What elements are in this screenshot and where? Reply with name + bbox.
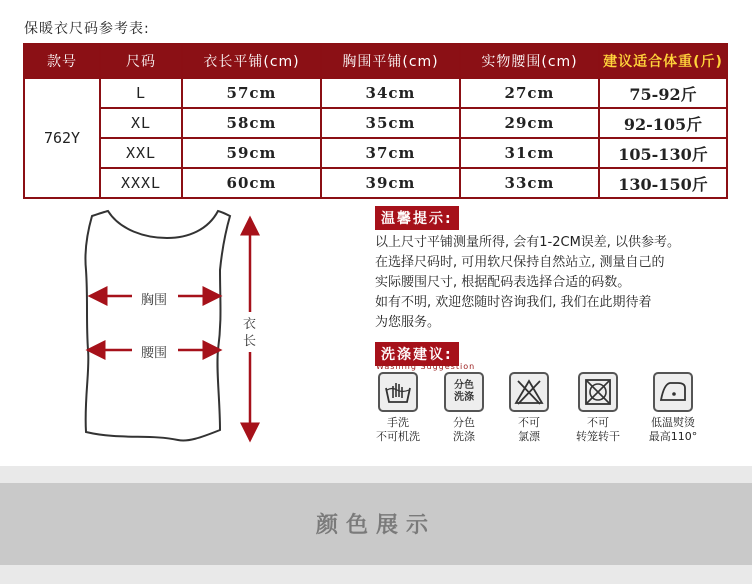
washing-title: 洗涤建议: [375, 342, 459, 366]
hand-wash-icon [378, 372, 418, 412]
waist-label: 腰围 [141, 346, 168, 361]
size-cell: XL [100, 108, 182, 138]
color-separate-icon [444, 372, 484, 412]
tip-line: 在选择尺码时, 可用软尺保持自然站立, 测量自己的 [375, 255, 665, 270]
box-text: 分色 [454, 380, 474, 391]
waist-cell: 29cm [460, 108, 599, 138]
waist-cell: 31cm [460, 138, 599, 168]
weight-cell: 130-150斤 [599, 168, 727, 198]
tip-line: 如有不明, 欢迎您随时咨询我们, 我们在此期待着 [375, 295, 652, 310]
care-label: 不可 [518, 416, 540, 429]
model-number: 762Y [24, 78, 100, 198]
length-cell: 58cm [182, 108, 321, 138]
care-item-hand-wash [363, 372, 433, 444]
page-title: 保暖衣尺码参考表: [24, 21, 150, 37]
care-label: 低温熨烫 [651, 416, 695, 429]
tips-text [375, 233, 740, 333]
table-row [24, 108, 727, 138]
no-tumble-dry-icon [578, 372, 618, 412]
care-label: 不可 [587, 416, 609, 429]
length-cell: 59cm [182, 138, 321, 168]
care-label: 不可机洗 [376, 430, 420, 443]
care-item-color-separate [429, 372, 499, 444]
header-length: 衣长平铺(cm) [182, 44, 321, 78]
vest-outline [85, 211, 230, 441]
header-weight: 建议适合体重(斤) [599, 44, 727, 78]
length-label-2: 长 [243, 334, 257, 349]
no-bleach-icon [509, 372, 549, 412]
care-label: 分色 [453, 416, 475, 429]
table-header-row [24, 44, 727, 78]
care-item-low-iron [638, 372, 708, 444]
tip-line: 实际腰围尺寸, 根据配码表选择合适的码数。 [375, 275, 631, 290]
tips-title: 温馨提示: [375, 206, 459, 230]
care-label: 氯漂 [518, 430, 540, 443]
table-row [24, 138, 727, 168]
color-display-title: 颜色展示 [315, 513, 436, 538]
length-cell: 57cm [182, 78, 321, 108]
size-cell: L [100, 78, 182, 108]
chest-cell: 39cm [321, 168, 460, 198]
table-row [24, 168, 727, 198]
header-style-no: 款号 [24, 44, 100, 78]
waist-cell: 33cm [460, 168, 599, 198]
care-label: 手洗 [387, 416, 409, 429]
header-chest: 胸围平铺(cm) [321, 44, 460, 78]
size-cell: XXXL [100, 168, 182, 198]
washing-subtitle: Washing Suggestion [376, 362, 476, 371]
weight-cell: 75-92斤 [599, 78, 727, 108]
low-iron-icon [653, 372, 693, 412]
chest-cell: 35cm [321, 108, 460, 138]
size-chart-table [23, 43, 728, 199]
chest-cell: 34cm [321, 78, 460, 108]
care-item-no-tumble-dry [563, 372, 633, 444]
chest-cell: 37cm [321, 138, 460, 168]
weight-cell: 92-105斤 [599, 108, 727, 138]
header-size: 尺码 [100, 44, 182, 78]
care-label: 转笼转干 [576, 430, 620, 443]
waist-cell: 27cm [460, 78, 599, 108]
tip-line: 以上尺寸平铺测量所得, 会有1-2CM误差, 以供参考。 [375, 235, 681, 250]
weight-cell: 105-130斤 [599, 138, 727, 168]
care-label: 洗涤 [453, 430, 475, 443]
tip-line: 为您服务。 [375, 315, 441, 330]
header-waist: 实物腰围(cm) [460, 44, 599, 78]
chest-label: 胸围 [141, 293, 168, 308]
care-item-no-bleach [494, 372, 564, 444]
table-row [24, 78, 727, 108]
size-cell: XXL [100, 138, 182, 168]
care-label: 最高110° [648, 430, 698, 443]
length-label-1: 衣 [243, 317, 257, 332]
box-text: 洗涤 [454, 392, 474, 403]
length-cell: 60cm [182, 168, 321, 198]
